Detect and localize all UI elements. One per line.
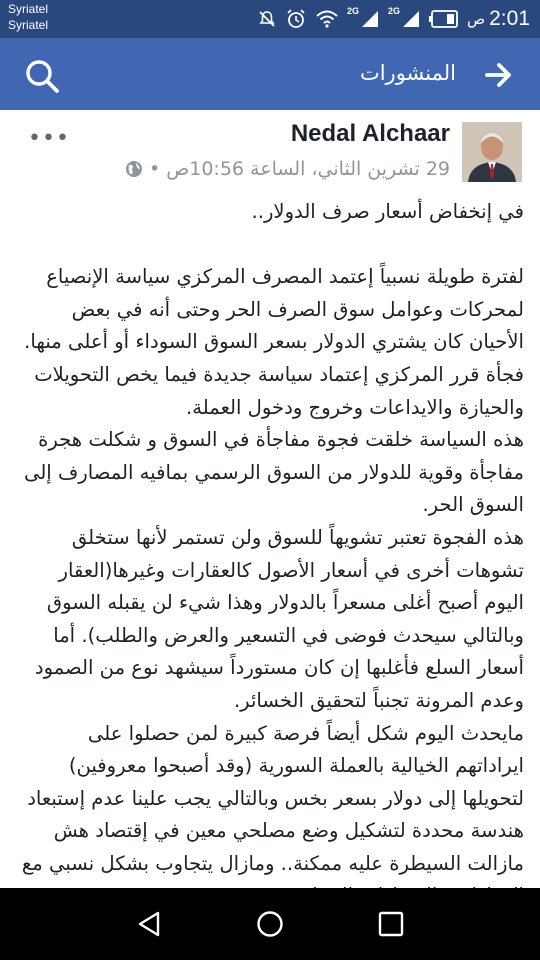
alarm-icon [285, 8, 307, 30]
globe-icon [125, 160, 143, 178]
square-recents-icon[interactable] [375, 908, 407, 940]
post-paragraph: هذه الفجوة تعتبر تشويهاً للسوق ولن تستمر لأنها ستخلق تشوهات أخرى في أسعار الأصول كالعقارات وغيرها(العقار اليوم أصبح أغلى مسعراً بالدولار وهذا شيء لن يقبله السوق وبالتالي سيحدث فوضى في التسعير والعرض والطلب). أما أسعار السلع فأغلبها إن كان مستورداً سيشهد نوع من الصمود وعدم المرونة تجنباً لتحقيق الخسائر. [34, 525, 524, 712]
post-body [14, 196, 524, 888]
status-time: 2:01 [489, 7, 530, 30]
meta-separator: • [149, 158, 161, 180]
avatar[interactable] [462, 122, 522, 182]
paragraph-gap [14, 229, 524, 262]
post-header [0, 110, 540, 192]
signal-icon-2 [401, 9, 421, 29]
post-author[interactable]: Nedal Alchaar [290, 120, 450, 147]
post-paragraph: فجأة قرر المركزي إعتماد سياسة جديدة فيما يخص التحويلات والحيازة والايداعات وخروج ودخول العملة. [34, 362, 524, 419]
network-type-1: 2G [346, 6, 359, 16]
app-bar [0, 38, 540, 110]
network-type-2: 2G [387, 6, 400, 16]
triangle-back-icon[interactable] [134, 908, 166, 940]
signal-icon [360, 9, 380, 29]
post-meta [125, 158, 450, 180]
arrow-right-icon[interactable] [484, 60, 514, 90]
post-heading: في إنخفاض أسعار صرف الدولار.. [251, 200, 524, 223]
more-options-button[interactable]: ••• [28, 126, 70, 151]
mute-icon [257, 9, 277, 29]
post-paragraph: مايحدث اليوم شكل أيضاً فرصة كبيرة لمن حصلوا على ايراداتهم الخيالية بالعملة السورية (وقد أصبحوا معروفين) لتحويلها إلى دولار بسعر بخس وبالتالي يجب علينا عدم إستبعاد هندسة محددة لتشكيل وضع مصلحي معين في إقتصاد هش مازالت السيطرة عليه ممكنة.. ومازال يتجاوب بشكل نسبي مع [21, 721, 524, 875]
post-paragraph: هذه السياسة خلقت فجوة مفاجأة في السوق و شكلت هجرة مفاجأة وقوية للدولار من السوق الرسمي بمافيه المصارف إلى السوق الحر. [24, 428, 524, 517]
carrier-labels [8, 1, 48, 33]
wifi-icon [315, 9, 339, 29]
carrier-2: Syriatel [8, 18, 49, 32]
post-timestamp[interactable]: 29 تشرين الثاني، الساعة 10:56ص [166, 158, 450, 180]
circle-home-icon[interactable] [254, 908, 286, 940]
battery-icon [429, 10, 459, 28]
status-bar [0, 0, 540, 38]
carrier-1: Syriatel [8, 2, 49, 16]
status-icons [257, 0, 530, 38]
time-ampm: ص [466, 11, 486, 28]
search-icon[interactable] [22, 56, 62, 96]
page-title: المنشورات [359, 61, 456, 85]
navigation-bar [0, 888, 540, 960]
post-paragraph: لفترة طويلة نسبياً إعتمد المصرف المركزي سياسة الإنصياع لمحركات وعوامل سوق الصرف الحر وحتى أنه في بعض الأحيان كان يشتري الدولار بسعر السوق السوداء أو أعلى منها. [24, 265, 524, 354]
